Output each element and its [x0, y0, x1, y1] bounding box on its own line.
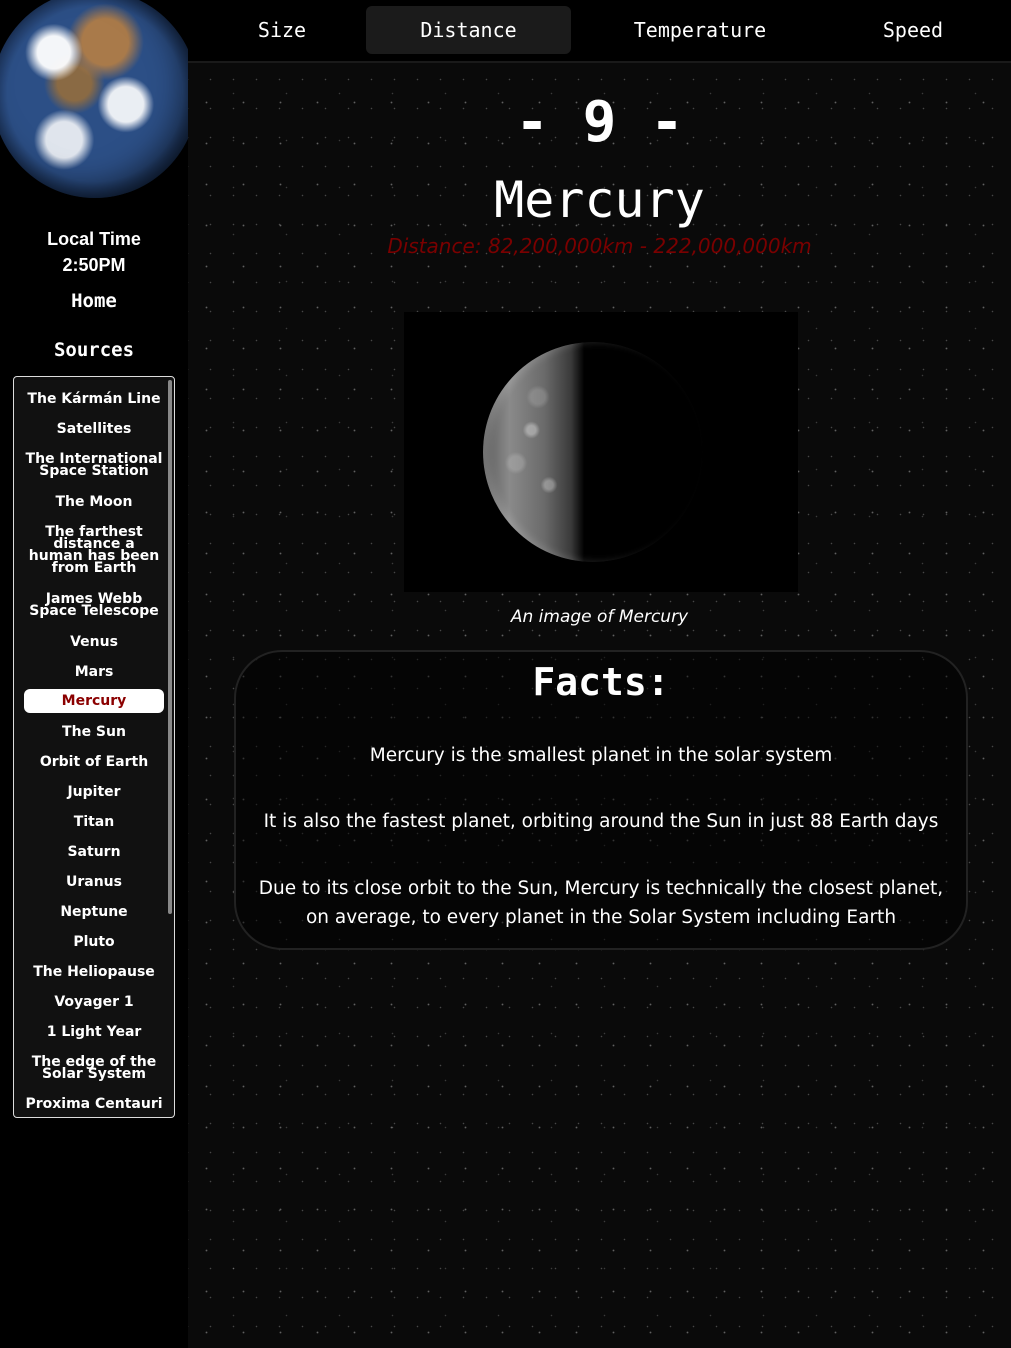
nav-item-sun[interactable]: The Sun: [62, 724, 126, 740]
nav-item-light-year[interactable]: 1 Light Year: [46, 1024, 142, 1040]
nav-item-moon[interactable]: The Moon: [55, 494, 133, 510]
tab-size[interactable]: Size: [257, 18, 307, 42]
nav-item-karman-line[interactable]: The Kármán Line: [27, 391, 161, 407]
fact-item: Mercury is the smallest planet in the solar system: [369, 745, 833, 766]
nav-item-uranus[interactable]: Uranus: [66, 874, 122, 890]
facts-title: Facts:: [532, 660, 670, 704]
sources-link[interactable]: Sources: [53, 339, 135, 361]
nav-item-iss[interactable]: The International Space Station: [25, 451, 163, 479]
mercury-image: [404, 312, 798, 592]
facts-panel: [234, 650, 968, 950]
nav-item-pluto[interactable]: Pluto: [73, 934, 115, 950]
fact-item: It is also the fastest planet, orbiting around the Sun in just 88 Earth days: [263, 811, 939, 832]
home-link[interactable]: Home: [71, 290, 117, 312]
tab-speed[interactable]: Speed: [882, 18, 944, 42]
mercury-planet-disc: [483, 342, 703, 562]
nav-item-heliopause[interactable]: The Heliopause: [33, 964, 155, 980]
nav-item-mars[interactable]: Mars: [74, 664, 114, 680]
nav-item-mercury[interactable]: Mercury: [24, 689, 164, 713]
nav-item-saturn[interactable]: Saturn: [67, 844, 121, 860]
image-caption: An image of Mercury: [510, 607, 689, 627]
destination-list[interactable]: [13, 376, 175, 1118]
tab-distance[interactable]: Distance: [366, 6, 571, 54]
page-title: Mercury: [494, 171, 705, 229]
nav-item-proxima-centauri[interactable]: Proxima Centauri: [25, 1096, 163, 1112]
nav-item-satellites[interactable]: Satellites: [56, 421, 132, 437]
earth-logo-image: [0, 0, 198, 198]
distance-range: Distance: 82,200,000km - 222,000,000km: [387, 234, 812, 258]
fact-item: Due to its close orbit to the Sun, Mercury is technically the closest planet, on average, to every planet in the Solar System including Earth: [258, 878, 944, 928]
nav-item-neptune[interactable]: Neptune: [60, 904, 128, 920]
local-time-value: 2:50PM: [62, 255, 126, 275]
planet-rank: - 9 -: [515, 90, 684, 155]
nav-item-titan[interactable]: Titan: [73, 814, 115, 830]
destination-list-scrollbar[interactable]: [168, 380, 172, 914]
nav-item-jwst[interactable]: James Webb Space Telescope: [29, 591, 159, 619]
nav-item-voyager-1[interactable]: Voyager 1: [54, 994, 134, 1010]
local-time-label: Local Time: [47, 229, 141, 249]
nav-item-jupiter[interactable]: Jupiter: [67, 784, 121, 800]
nav-item-venus[interactable]: Venus: [70, 634, 118, 650]
sidebar: [0, 0, 188, 1348]
top-nav: [188, 0, 1011, 63]
nav-item-farthest-human[interactable]: The farthest distance a human has been from Earth: [28, 524, 160, 576]
tab-temperature[interactable]: Temperature: [633, 18, 767, 42]
nav-item-orbit-of-earth[interactable]: Orbit of Earth: [39, 754, 149, 770]
local-time: [0, 226, 188, 278]
nav-item-edge-solar-system[interactable]: The edge of the Solar System: [31, 1054, 157, 1082]
